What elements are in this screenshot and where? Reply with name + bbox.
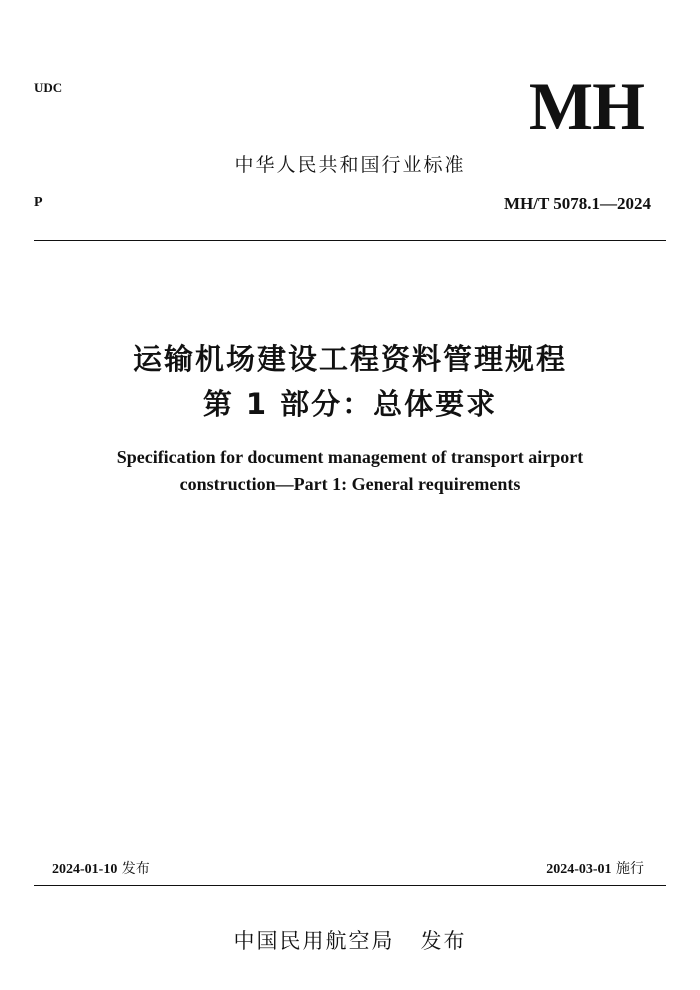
title-english-line2: construction—Part 1: General requirements — [179, 474, 521, 494]
classification-code: P — [34, 195, 43, 210]
publish-label: 发布 — [420, 929, 467, 953]
top-divider — [34, 240, 666, 241]
udc-label: UDC — [34, 80, 63, 95]
bottom-divider — [34, 885, 666, 886]
title-chinese-line1: 运输机场建设工程资料管理规程 — [132, 342, 567, 376]
issue-date: 2024-01-10 — [52, 862, 118, 877]
standard-category: 中华人民共和国行业标准 — [234, 154, 466, 176]
implement-date: 2024-03-01 — [546, 862, 612, 877]
publisher-line — [0, 925, 700, 955]
issue-date-block — [52, 858, 150, 878]
standard-number: MH/T 5078.1—2024 — [503, 194, 651, 213]
publisher-name: 中国民用航空局 — [233, 929, 395, 953]
implement-label: 施行 — [616, 861, 644, 877]
issue-label: 发布 — [121, 861, 150, 877]
title-english-line1: Specification for document management of transport airport — [116, 447, 584, 467]
title-chinese-line2: 第 1 部分：总体要求 — [202, 387, 498, 421]
implement-date-block — [546, 858, 644, 878]
mh-logo: MH — [528, 68, 644, 144]
